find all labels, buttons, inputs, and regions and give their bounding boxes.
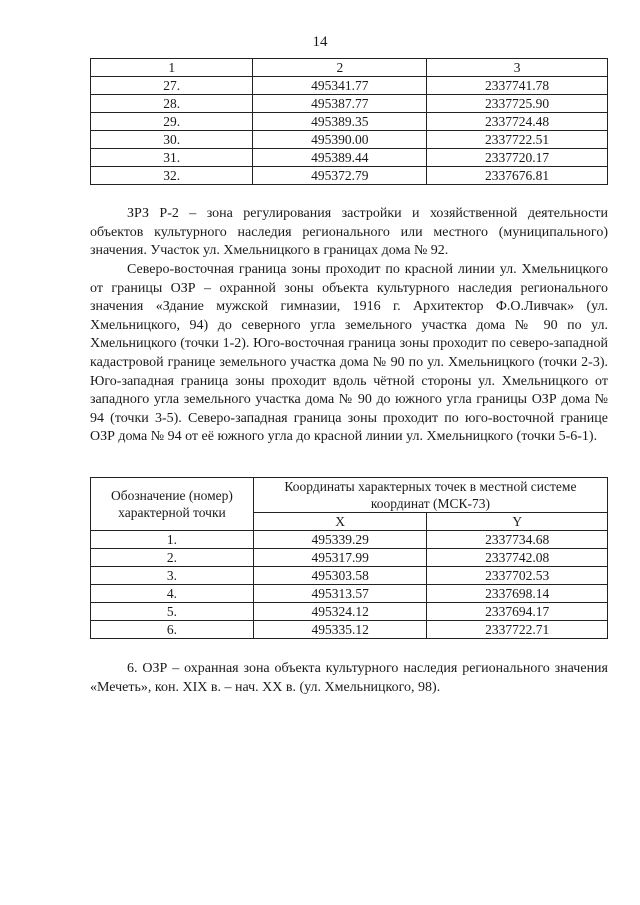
x-coordinate-cell: 495372.79 xyxy=(253,167,427,185)
y-coordinate-cell: 2337676.81 xyxy=(427,167,608,185)
y-coordinate-cell: 2337725.90 xyxy=(427,95,608,113)
y-column-header: Y xyxy=(427,513,608,531)
x-coordinate-cell: 495324.12 xyxy=(253,603,427,621)
x-coordinate-cell: 495389.44 xyxy=(253,149,427,167)
point-number-cell: 29. xyxy=(91,113,253,131)
zone-ozr-mosque-paragraph: 6. ОЗР – охранная зона объекта культурного наследия регионального значения «Мечеть», кон. XIX в. – нач. XX в. (ул. Хмельницкого, 98). xyxy=(90,661,608,695)
table-row xyxy=(91,77,608,95)
table-row xyxy=(91,621,608,639)
x-coordinate-cell: 495339.29 xyxy=(253,531,427,549)
y-coordinate-cell: 2337694.17 xyxy=(427,603,608,621)
table-row xyxy=(91,603,608,621)
point-number-cell: 28. xyxy=(91,95,253,113)
point-number-cell: 5. xyxy=(91,603,254,621)
y-coordinate-cell: 2337724.48 xyxy=(427,113,608,131)
table-row xyxy=(91,149,608,167)
x-coordinate-cell: 495335.12 xyxy=(253,621,427,639)
table-header-row xyxy=(91,59,608,77)
x-coordinate-cell: 495317.99 xyxy=(253,549,427,567)
table-row xyxy=(91,131,608,149)
point-number-cell: 2. xyxy=(91,549,254,567)
point-number-cell: 32. xyxy=(91,167,253,185)
point-number-cell: 3. xyxy=(91,567,254,585)
table-row xyxy=(91,95,608,113)
table-row xyxy=(91,531,608,549)
y-coordinate-cell: 2337742.08 xyxy=(427,549,608,567)
table-row xyxy=(91,567,608,585)
x-coordinate-cell: 495313.57 xyxy=(253,585,427,603)
point-number-cell: 31. xyxy=(91,149,253,167)
coordinates-system-header: Координаты характерных точек в местной системе координат (МСК-73) xyxy=(253,478,607,513)
x-column-header: X xyxy=(253,513,427,531)
table-row xyxy=(91,549,608,567)
point-number-cell: 1. xyxy=(91,531,254,549)
x-coordinate-cell: 495389.35 xyxy=(253,113,427,131)
table-row xyxy=(91,167,608,185)
point-designation-header: Обозначение (номер) характерной точки xyxy=(91,478,254,531)
column-number-header: 2 xyxy=(253,59,427,77)
y-coordinate-cell: 2337698.14 xyxy=(427,585,608,603)
y-coordinate-cell: 2337741.78 xyxy=(427,77,608,95)
x-coordinate-cell: 495341.77 xyxy=(253,77,427,95)
x-coordinate-cell: 495387.77 xyxy=(253,95,427,113)
coordinates-table-continued xyxy=(90,58,608,185)
page-number: 14 xyxy=(312,34,328,50)
y-coordinate-cell: 2337734.68 xyxy=(427,531,608,549)
table-row xyxy=(91,113,608,131)
table-row xyxy=(91,585,608,603)
column-number-header: 3 xyxy=(427,59,608,77)
zone-coordinates-table xyxy=(90,477,608,639)
point-number-cell: 27. xyxy=(91,77,253,95)
y-coordinate-cell: 2337722.71 xyxy=(427,621,608,639)
zone-boundary-description-paragraph: Северо-восточная граница зоны проходит по красной линии ул. Хмельницкого от границы ОЗР – охранной зоны объекта культурного наследия регионального значения «Здание мужской гимназии, 1916 г. Архитектор Ф.О.Ливчак» (ул. Хмельницкого, 94) до северного угла земельного участка дома № 90 по ул. Хмельницкого (точки 1-2). Юго-восточная граница зоны проходит по северо-западной кадастровой границе земельного участка дома № 90 по ул. Хмельницкого (точки 2-3). Юго-западная граница зоны проходит вдоль чётной стороны ул. Хмельницкого от западного угла земельного участка дома № 90 до южного угла границы ОЗР дома № 94 (точки 3-5). Северо-западная граница зоны проходит по юго-восточной границе ОЗР дома № 94 от её южного угла до красной линии ул. Хмельницкого (точки 5-6-1). xyxy=(90,262,608,445)
point-number-cell: 6. xyxy=(91,621,254,639)
x-coordinate-cell: 495390.00 xyxy=(253,131,427,149)
table-header-row xyxy=(91,478,608,513)
y-coordinate-cell: 2337702.53 xyxy=(427,567,608,585)
y-coordinate-cell: 2337722.51 xyxy=(427,131,608,149)
x-coordinate-cell: 495303.58 xyxy=(253,567,427,585)
point-number-cell: 30. xyxy=(91,131,253,149)
column-number-header: 1 xyxy=(91,59,253,77)
point-number-cell: 4. xyxy=(91,585,254,603)
zone-zrz-r2-title-paragraph: ЗРЗ Р-2 – зона регулирования застройки и хозяйственной деятельности объектов культурного наследия регионального или местного (муниципального) значения. Участок ул. Хмельницкого в границах дома № 92. xyxy=(90,206,608,259)
y-coordinate-cell: 2337720.17 xyxy=(427,149,608,167)
